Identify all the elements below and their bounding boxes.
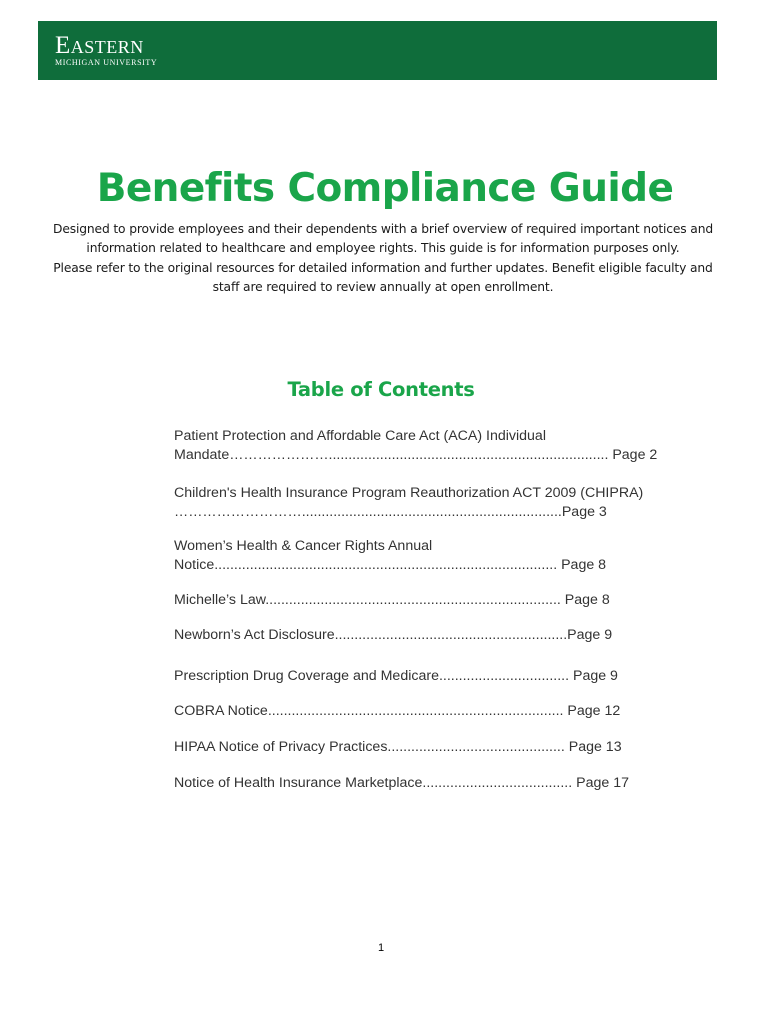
toc-entry-marketplace[interactable] <box>174 774 694 793</box>
toc-entry-aca-mandate[interactable] <box>174 427 694 464</box>
toc-entry-leader: Mandate…………………....................................................................... Page 2 <box>174 446 658 463</box>
toc-entry-hipaa[interactable] <box>174 738 694 757</box>
toc-entry-leader: ………………………..................................................................Page 3 <box>174 503 607 520</box>
toc-entry-michelles-law[interactable] <box>174 591 694 610</box>
toc-entry-leader: Notice....................................................................................... Page 8 <box>174 556 607 573</box>
university-header-banner <box>38 21 717 80</box>
toc-entry-newborns-act[interactable] <box>174 626 694 645</box>
logo-subtitle: MICHIGAN UNIVERSITY <box>55 58 158 67</box>
toc-entry-chipra[interactable] <box>174 484 694 521</box>
toc-entry-text: Patient Protection and Affordable Care Act (ACA) Individual <box>174 428 546 444</box>
intro-paragraph <box>38 220 728 297</box>
toc-entry-text: COBRA Notice........................................................................... Page 12 <box>174 703 621 719</box>
page-number: 1 <box>377 942 385 954</box>
toc-entry-text: Children's Health Insurance Program Reauthorization ACT 2009 (CHIPRA) <box>174 485 644 501</box>
toc-entry-text: Prescription Drug Coverage and Medicare................................. Page 9 <box>174 668 618 684</box>
intro-line: Please refer to the original resources for detailed information and further updates. Benefit eligible faculty and <box>53 260 713 275</box>
logo-wordmark: Eastern <box>55 32 144 59</box>
toc-entry-cobra[interactable] <box>174 702 694 721</box>
toc-entry-text: Women’s Health & Cancer Rights Annual <box>174 538 433 554</box>
intro-line: information related to healthcare and employee rights. This guide is for information purposes only. <box>86 241 680 256</box>
intro-line: staff are required to review annually at open enrollment. <box>212 279 554 294</box>
toc-heading: Table of Contents <box>287 378 475 401</box>
toc-entry-text: Michelle’s Law........................................................................... Page 8 <box>174 592 610 608</box>
eastern-michigan-logo <box>55 33 157 67</box>
toc-entry-text: Newborn’s Act Disclosure...........................................................Page 9 <box>174 627 613 643</box>
document-title: Benefits Compliance Guide <box>96 166 674 211</box>
toc-entry-womens-health[interactable] <box>174 537 694 574</box>
toc-entry-text: Notice of Health Insurance Marketplace...................................... Page 17 <box>174 775 629 791</box>
toc-entry-prescription-drug[interactable] <box>174 667 694 686</box>
toc-entry-text: HIPAA Notice of Privacy Practices............................................. Page 13 <box>174 739 622 755</box>
intro-line: Designed to provide employees and their dependents with a brief overview of required important notices and <box>53 222 713 236</box>
